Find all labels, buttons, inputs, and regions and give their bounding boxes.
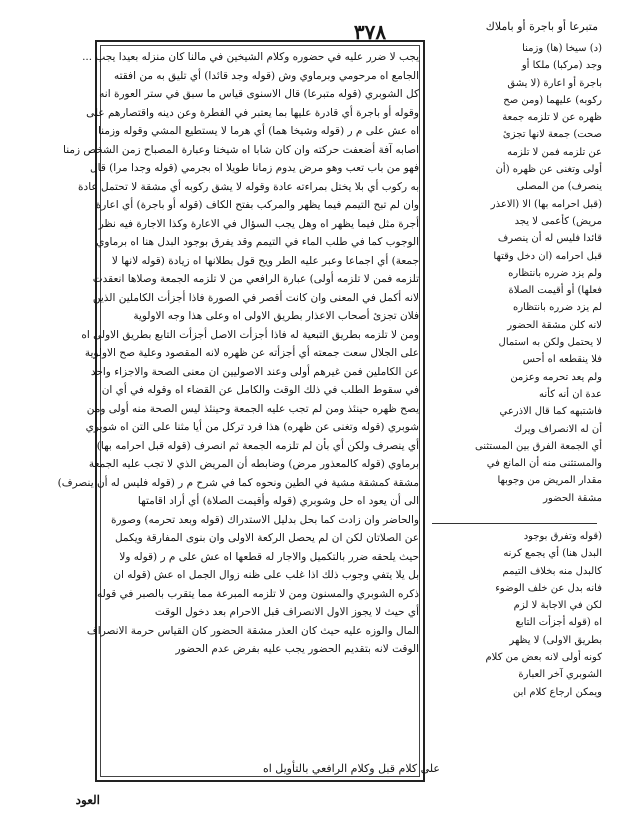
margin-note-line: ويمكن ارجاع كلام ابن bbox=[513, 686, 602, 698]
main-text-line: في سقوط الطلب في ذلك الوقت والكامل عن القضاء اه وقوله في أي ان bbox=[101, 384, 419, 396]
main-text-line: أي حيث لا يجوز الاول الانصراف قبل الاحرام بعد دخول الوقت bbox=[154, 606, 419, 618]
main-text-line: تلزمه فمن لا تلزمه أولى) عبارة الرافعي من لا تلزمه الجمعة وصلاها انعقدت bbox=[92, 273, 419, 285]
main-text-line: على الجلال سعت جمعته أي أجزأته عن ظهره لانه المقصود وعلية صح الاولوية bbox=[84, 347, 419, 359]
catchword: العود bbox=[75, 793, 100, 807]
margin-text-line: مقدار المريض من وجوبها bbox=[497, 475, 602, 487]
margin-text-line: أولى وتغنى عن ظهره (أن bbox=[495, 164, 602, 176]
margin-note-line: بطريق الاولى) لا يظهر bbox=[509, 634, 602, 646]
main-text-line: المال والوزه عليه حيث كان العذر مشقة الحضور كان القياس حرمة الانصراف bbox=[86, 624, 419, 637]
main-text-line: شوبري (قوله وتغنى عن ظهره) هذا فرد تركل من أيا مثنا على التن اه شوبري bbox=[85, 421, 419, 433]
main-text-line: حيث يلحقه ضرر بالتكميل والاجار له قطعها اه عش على م ر (قوله ولا bbox=[119, 550, 419, 563]
margin-note-line: (قوله وتفرق بوجود bbox=[523, 531, 602, 542]
bottom-text-line: على كلام قبل وكلام الرافعي بالتأويل اه bbox=[262, 762, 440, 775]
margin-header: متبرعا أو باجرة أو باملاك bbox=[485, 20, 598, 33]
main-text-line: ذكره الشوبري والمسنون ومن لا تلزمه المبرعة مما يتقرب بالصبر في قوله bbox=[96, 587, 419, 600]
margin-divider bbox=[432, 523, 597, 524]
margin-text-line: لم يزد ضرره بانتظاره bbox=[512, 302, 602, 314]
page-number: ٣٧٨ bbox=[353, 20, 387, 44]
margin-text-line: ولم يعد تحرمه وعزمن bbox=[510, 371, 602, 383]
main-text-line: جمعة) أي اجماعا وعبر عليه الطر ويح قول بطلانها اه زيادة (قوله لانها لا bbox=[111, 254, 419, 267]
margin-text-line: لانه كلن مشقة الحضور bbox=[507, 319, 602, 331]
main-text-line: والحاضر وان زادت كما بحل بدليل الاستدراك (قوله وبعد تحرمه) وصورة bbox=[111, 513, 419, 526]
margin-text-line: ظهره عن لا تلزمه جمعة bbox=[502, 112, 602, 124]
margin-text-line: صحت) جمعة لانها تجزئ bbox=[502, 129, 602, 141]
margin-text-line: لا يحتمل ولكن به استمال bbox=[498, 337, 602, 349]
margin-text-line: قائدا فليس له أن ينصرف bbox=[497, 233, 602, 245]
main-text-column bbox=[57, 48, 419, 780]
main-text-line: برماوي (قوله كالمعذور مرض) وضابطه أن المريض الذي لا تجب عليه الجمعة bbox=[88, 458, 419, 470]
margin-text-line: ينصرف) من المصلى bbox=[516, 181, 602, 193]
margin-text-line: ولم يزد ضرره بانتظاره bbox=[508, 267, 602, 279]
margin-text-column-top bbox=[432, 40, 602, 528]
main-text-line: الوجوب كما في طلب الماء في التيمم وقد يفرق بوجود البدل هنا اه برماوي bbox=[96, 236, 419, 248]
main-text-line: فهو من باب تعب وهو مرض يدوم زمانا طويلا اه بجرمي (قوله وجدا مرا) قال bbox=[90, 162, 419, 174]
main-text-line: وان لم تبح التيمم فيما يظهر والمركب بفتح الكاف (قوله أو باجرة) أي اعارة bbox=[95, 199, 419, 211]
main-text-line: وقوله أو باجرة أي قادرة عليها بما يعتبر في الفطرة وعن دينه واقتصارهم على bbox=[86, 106, 419, 119]
main-text-line: فلان تجزئ أصحاب الاعذار بطريق الاولى اه وعلى هذا وجه الاولوية bbox=[133, 310, 419, 322]
main-text-line: الجامع اه مرحومي وبرماوي وش (قوله وجد قائدا) أي تليق به من افقته bbox=[113, 69, 419, 82]
margin-note-line: لكن في الاجابة لا لزم bbox=[513, 600, 602, 612]
margin-note-line: كونه أولى لانه بعض من كلام bbox=[485, 652, 602, 664]
main-text-line: بل يلا يتفي وجوب ذلك اذا غلب على ظنه زوال الجمل اه عش (قوله ان bbox=[113, 569, 419, 581]
main-text-line: اصابه آفة أضعفت حركته وان كان شابا اه شيخنا وعبارة المصباح زمن الشخص زمنا bbox=[63, 143, 419, 156]
margin-text-line: أن له الانصراف ويرك bbox=[513, 423, 602, 435]
margin-text-line: ركوبه) عليهما (ومن صح bbox=[503, 94, 602, 106]
main-text-line: كل الشوبري (قوله متبرعا) قال الاسنوى قياس ما سبق في ستر العورة انه bbox=[99, 88, 419, 100]
main-text-line: عن الكاملين فمن غيرهم أولى وعند الاصوليين ان معنى الصحة والاجزاء واحد bbox=[90, 365, 419, 378]
margin-text-line: مريض) كأعمى لا يجد bbox=[514, 215, 602, 227]
margin-note-line: اه (قوله أجزأت التابع bbox=[515, 617, 602, 629]
margin-text-line: وجد (مركبا) ملكا أو bbox=[521, 60, 602, 72]
main-text-line: به ركوب أي بلا يختل بمراءته عادة وقوله لا يشق ركوبه أي مشقة لا تحتمل عادة bbox=[78, 180, 419, 193]
main-text-line: مشقة كمشقة مشية في الطين ونحوه كما في شرح م ر (قوله فليس له أن ينصرف) bbox=[57, 476, 419, 489]
main-text-line: ومن لا تلزمه بطريق التبعية له فاذا أجزأت الاصل أجزأت التابع بطريق الاولى اه bbox=[81, 328, 419, 341]
margin-text-line: عدة ان أنه كأنه bbox=[539, 388, 602, 400]
main-text-line: لانه أكمل في المعنى وان كانت أقصر في الصورة فاذا أجزأت الكاملين الذين bbox=[92, 291, 419, 304]
margin-text-line: قبل احرامه (ان دخل وقتها bbox=[493, 250, 602, 262]
margin-text-column-bottom bbox=[432, 528, 602, 758]
main-text-line: يجب لا ضرر عليه في حضوره وكلام الشيخين في مالنا كان منزله بعيدا يجب ... bbox=[82, 51, 419, 63]
margin-text-line: مشقة الحضور bbox=[543, 492, 602, 504]
margin-text-line: عن تلزمه فمن لا تلزمه bbox=[507, 146, 602, 158]
main-text-line: يصح ظهره حينئذ ومن لم تجب عليه الجمعة وحينئذ ليس الصحة منه أولى ومن bbox=[86, 402, 419, 415]
main-text-line: الى أن يعود اه حل وشوبري (قوله وأقيمت الصلاة) أي أراد اقامتها bbox=[137, 495, 419, 507]
margin-text-line: (قبل احرامه بها) الا (الاعذر bbox=[490, 198, 602, 210]
margin-note-line: الشوبري آخر العبارة bbox=[518, 669, 602, 681]
margin-text-line: فاشتبهه كما قال الاذرعي bbox=[499, 406, 602, 418]
main-text-line: اه عش على م ر (قوله وشيخا هما) أي هرما لا يستطيع المشي وقوله وزمنا bbox=[97, 125, 419, 137]
main-text-line: الوقت لانه بتقديم الحضور يجب عليه بفرض عدم الحضور bbox=[175, 643, 419, 655]
margin-text-line: باجرة أو اعارة (لا يشق bbox=[507, 77, 602, 89]
margin-note-line: فانه بدل عن خلف الوضوء bbox=[495, 582, 602, 594]
main-text-line: عن الصلاتان لكن ان لم يحصل الركعة الاولى وان بنوى المفارقة ويكمل bbox=[114, 532, 419, 544]
main-text-line: أي ينصرف ولكن أي بأن لم تلزمه الجمعة ثم انصرف (قوله قبل احرامه بها) bbox=[96, 439, 419, 452]
margin-text-line: والمستثنى منه أن المانع في bbox=[486, 458, 602, 470]
margin-note-line: كالبدل منه بخلاف التيمم bbox=[502, 565, 602, 577]
margin-text-line: فلا ينقطعه اه أحس bbox=[522, 354, 602, 366]
margin-note-line: البدل هنا) أي يجمع كرنه bbox=[503, 548, 602, 560]
margin-text-line: أي الجمعة الفرق بين المستثنى bbox=[474, 440, 602, 452]
margin-text-line: فعلها) أو أقيمت الصلاة bbox=[508, 285, 602, 297]
main-text-line: أجرة مثل فيما يظهر اه وهل يجب السؤال في الاعارة وكذا الاجارة فيه نظر bbox=[98, 217, 419, 230]
margin-text-line: (د) سيخا (ها) وزمنا bbox=[522, 43, 602, 54]
